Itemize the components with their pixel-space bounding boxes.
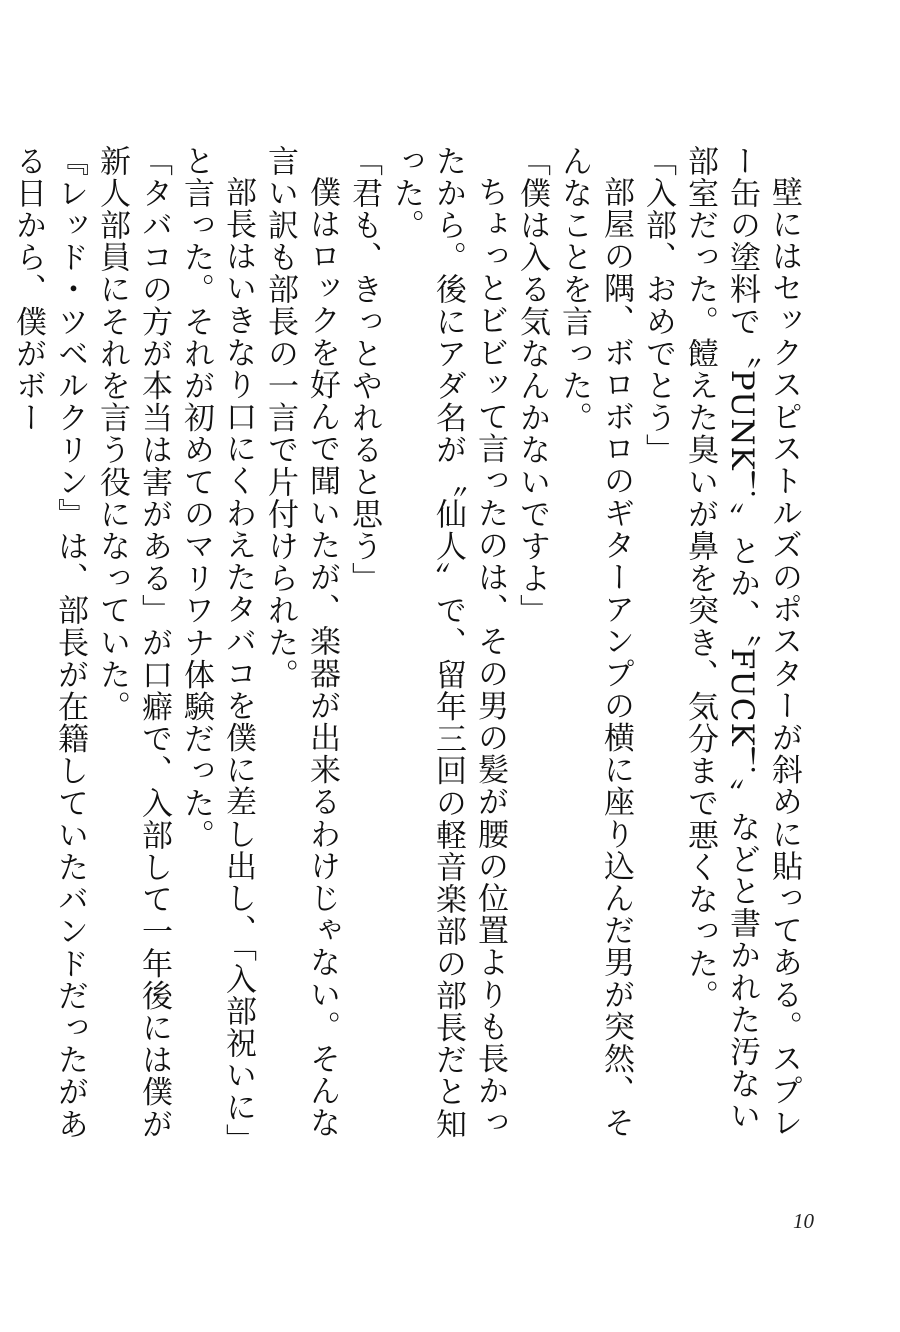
paragraph: 僕はロックを好んで聞いたが、楽器が出来るわけじゃない。そんな言い訳も部長の一言で片付けられた。 (262, 145, 340, 1139)
paragraph: 『レッド・ツベルクリン』は、部長が在籍していたバンドだったがある日から、僕がボー (10, 145, 88, 1141)
paragraph: ちょっとビビッて言ったのは、その男の髪が腰の位置よりも長かったから。後にアダ名が〝仙人〟で、留年三回の軽音楽部の部長だと知った。 (388, 145, 508, 1141)
paragraph: 「君も、きっとやれると思う」 (346, 145, 382, 595)
paragraph: 部屋の隅、ボロボロのギターアンプの横に座り込んだ男が突然、そんなことを言った。 (556, 145, 634, 1139)
paragraph: 「僕は入る気なんかないですよ」 (514, 145, 550, 627)
paragraph: 壁にはセックスピストルズのポスターが斜めに貼ってある。スプレー缶の塗料で〝PUNK！〟とか、〝FUCK！〟などと書かれた汚ない部室だった。饐えた臭いが鼻を突き、気分まで悪くなった。 (682, 145, 802, 1139)
paragraph: 部長はいきなり口にくわえたタバコを僕に差し出し、「入部祝いに」と言った。それが初めてのマリワナ体験だった。 (178, 145, 256, 1141)
page-number: 10 (793, 1209, 814, 1233)
novel-text-body (7, 145, 805, 1145)
paragraph: 「入部、おめでとう」 (640, 145, 676, 466)
paragraph: 「タバコの方が本当は害がある」が口癖で、入部して一年後には僕が新人部員にそれを言う役になっていた。 (94, 145, 172, 1141)
